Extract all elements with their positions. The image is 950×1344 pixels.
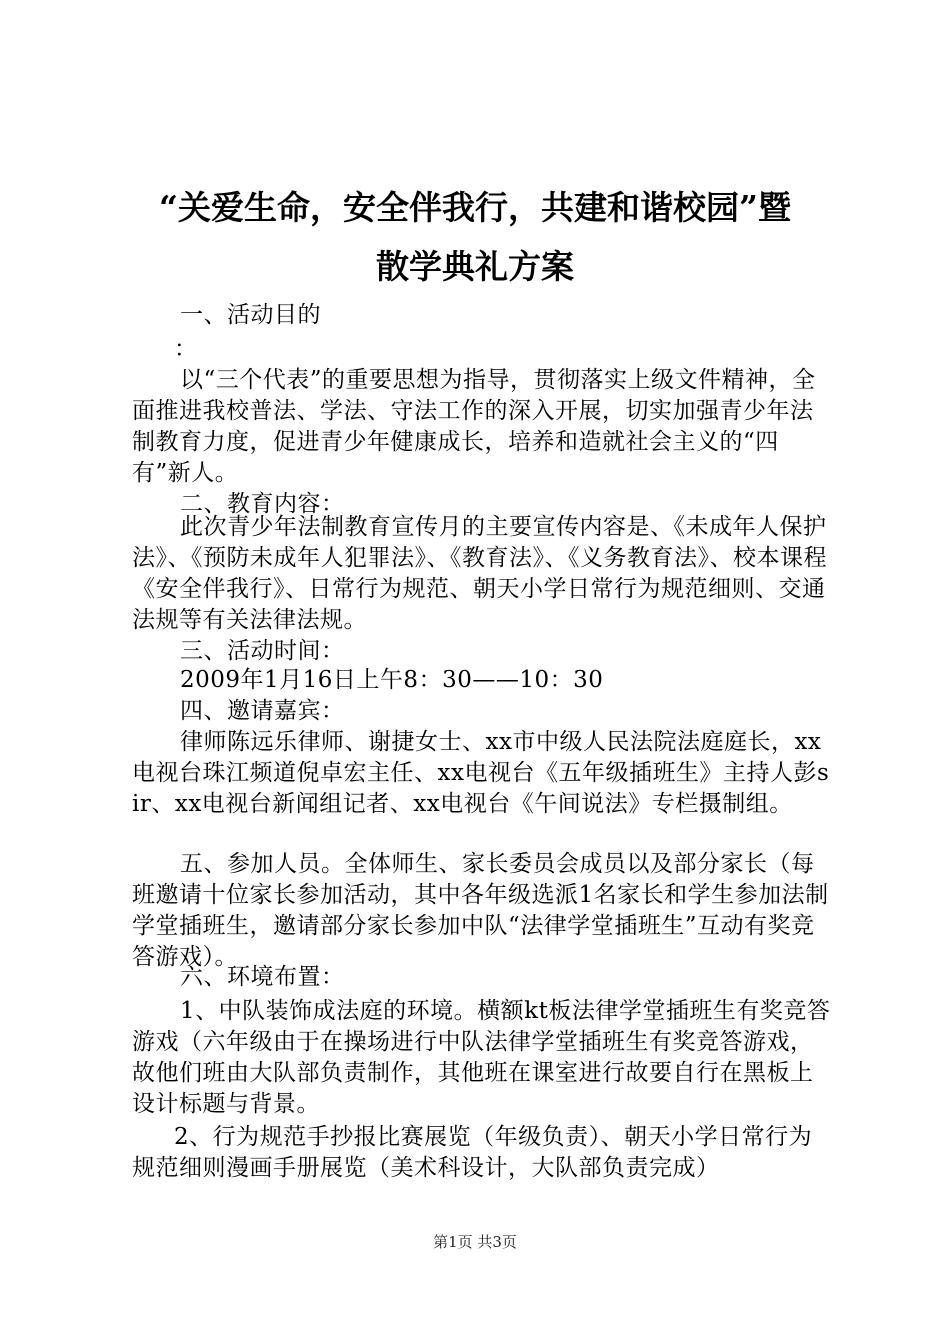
purpose-paragraph: 以“三个代表”的重要思想为指导，贯彻落实上级文件精神，全面推进我校普法、学法、守法工作的深入开展，切实加强青少年法制教育力度，促进青少年健康成长，培养和造就社会主义的“四有”新人。 — [132, 367, 816, 486]
section-time-heading: 三、活动时间： — [180, 638, 345, 664]
time-paragraph: 2009年1月16日上午8：30——10：30 — [180, 667, 604, 693]
page-title-line-1: “关爱生命，安全伴我行，共建和谐校园”暨 — [159, 188, 791, 227]
page-footer: 第1页 共3页 — [433, 1233, 517, 1251]
content-paragraph: 此次青少年法制教育宣传月的主要宣传内容是、《未成年人保护法》、《预防未成年人犯罪法》、《教育法》、《义务教育法》、校本课程《安全伴我行》、日常行为规范、朝天小学日常行为规范细则、交通法规等有关法律法规。 — [132, 514, 827, 633]
page-title-line-2: 散学典礼方案 — [376, 247, 574, 286]
environment-item-1: 1、中队装饰成法庭的环境。横额kt板法律学堂插班生有奖竞答游戏（六年级由于在操场进行中队法律学堂插班生有奖竞答游戏，故他们班由大队部负责制作，其他班在课室进行故要自行在黑板上设计标题与背景。 — [132, 998, 831, 1117]
environment-item-2: 2、行为规范手抄报比赛展览（年级负责）、朝天小学日常行为规范细则漫画手册展览（美术科设计，大队部负责完成） — [132, 1124, 813, 1181]
section-content-heading: 二、教育内容： — [180, 491, 345, 517]
section-purpose-heading: 一、活动目的 — [180, 302, 321, 328]
participants-paragraph: 五、参加人员。全体师生、家长委员会成员以及部分家长（每班邀请十位家长参加活动，其中各年级选派1名家长和学生参加法制学堂插班生，邀请部分家长参加中队“法律学堂插班生”互动有奖竞答游戏）。 — [132, 851, 829, 970]
section-environment-heading: 六、环境布置： — [180, 964, 345, 990]
section-guests-heading: 四、邀请嘉宾： — [180, 698, 345, 724]
colon-line: ： — [174, 336, 198, 362]
guests-paragraph: 律师陈远乐律师、谢捷女士、xx市中级人民法院法庭庭长，xx电视台珠江频道倪卓宏主任、xx电视台《五年级插班生》主持人彭sir、xx电视台新闻组记者、xx电视台《午间说法》专栏摄制组。 — [132, 729, 830, 817]
